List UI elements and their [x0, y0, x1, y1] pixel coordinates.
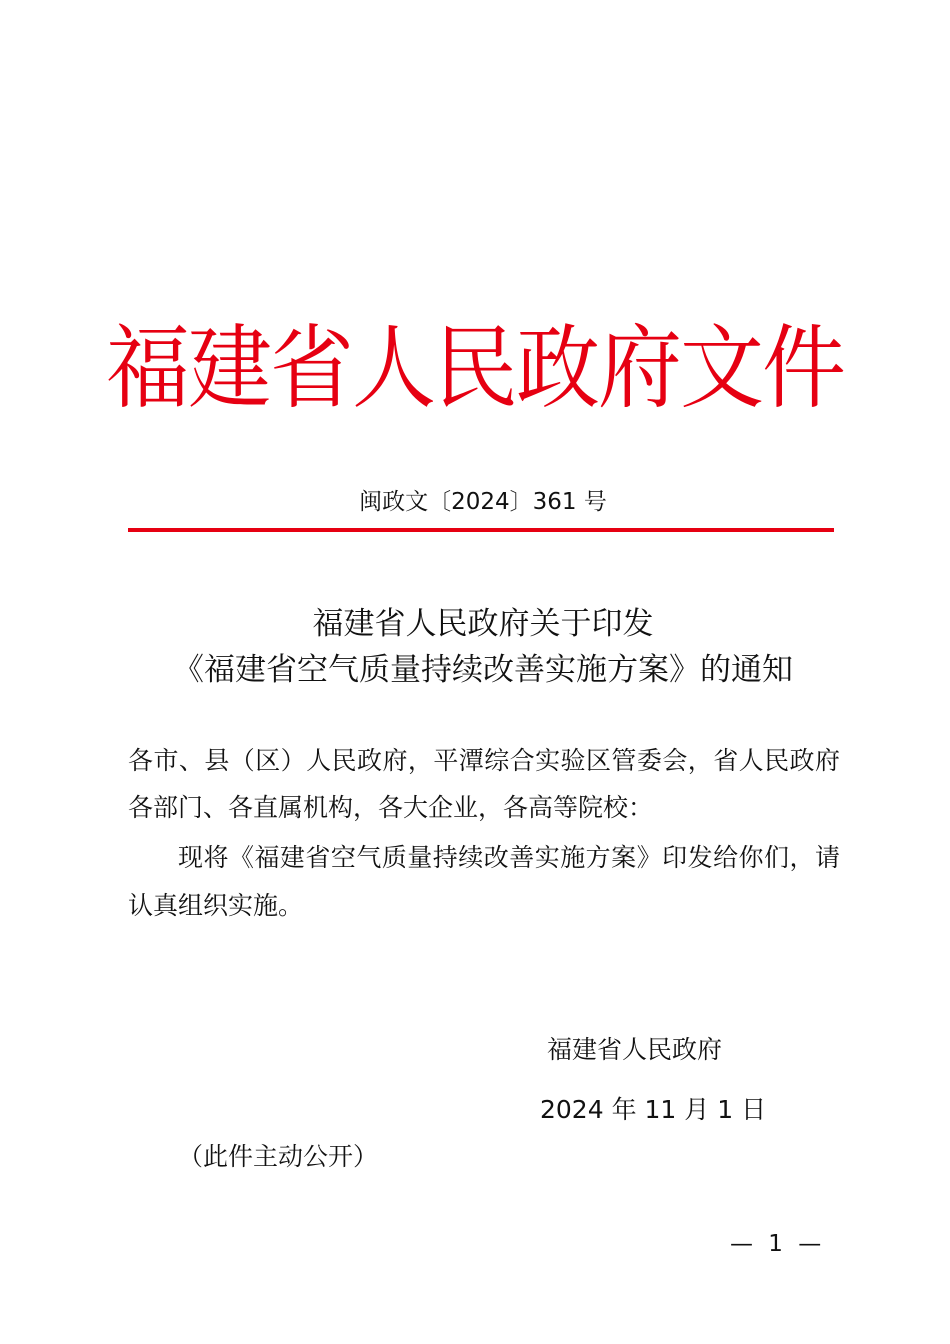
document-title-line-1: 福建省人民政府关于印发 — [312, 606, 654, 642]
body-paragraph-line-1: 现将《福建省空气质量持续改善实施方案》印发给你们，请 — [178, 843, 840, 872]
document-number: 闽政文〔2024〕361 号 — [359, 489, 607, 515]
disclosure-note: （此件主动公开） — [178, 1142, 379, 1171]
salutation-line-2: 各部门、各直属机构，各大企业，各高等院校： — [128, 793, 654, 822]
page-number: — 1 — — [730, 1231, 826, 1257]
document-title-line-2: 《福建省空气质量持续改善实施方案》的通知 — [173, 652, 793, 688]
salutation-line-1: 各市、县（区）人民政府，平潭综合实验区管委会，省人民政府 — [128, 746, 840, 775]
body-paragraph-line-2: 认真组织实施。 — [128, 891, 304, 920]
issue-date: 2024 年 11 月 1 日 — [540, 1095, 767, 1124]
signature: 福建省人民政府 — [547, 1035, 723, 1064]
red-separator-line — [128, 528, 834, 532]
issuing-authority-header: 福建省人民政府文件 — [105, 315, 844, 421]
